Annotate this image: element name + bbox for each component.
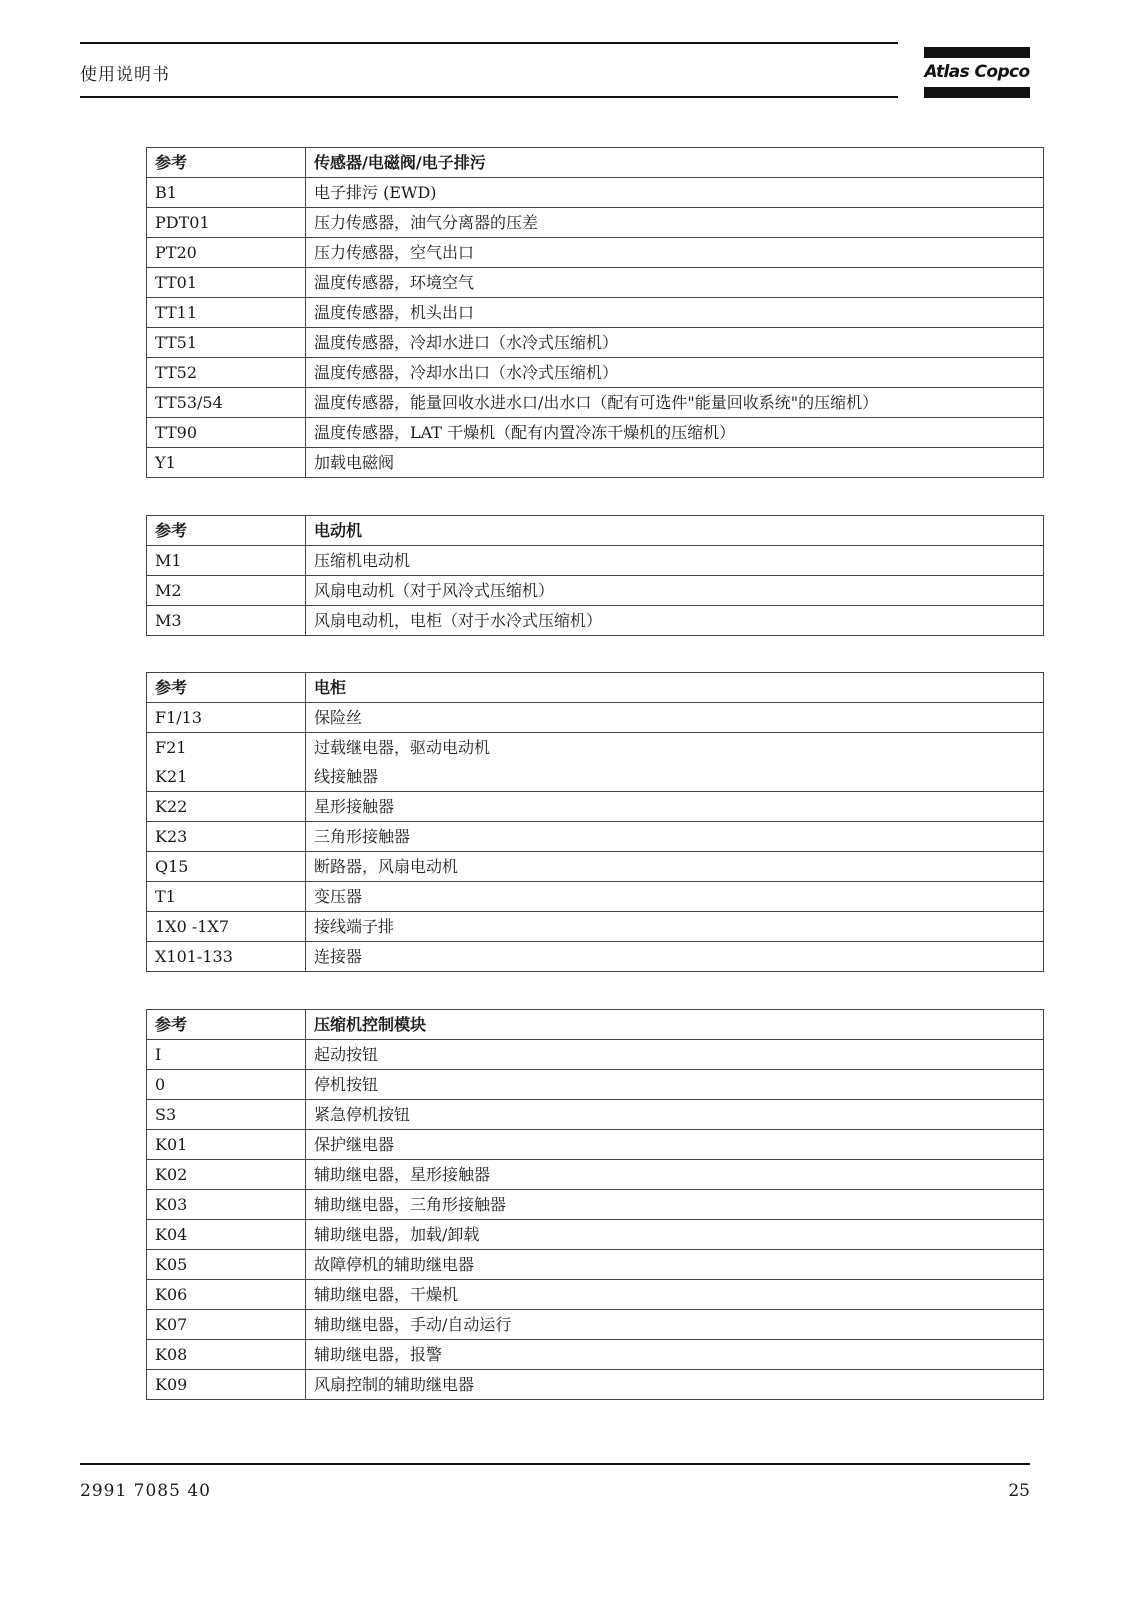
ref-cell: T1: [147, 882, 306, 912]
atlas-copco-logo: [924, 47, 1030, 99]
desc-cell: 温度传感器，能量回收水进水口/出水口（配有可选件"能量回收系统"的压缩机）: [306, 388, 1044, 418]
ref-cell: 1X0 -1X7: [147, 912, 306, 942]
ref-cell: Q15: [147, 852, 306, 882]
ref-cell: K23: [147, 822, 306, 852]
table-row: [147, 546, 1044, 576]
desc-cell: 保护继电器: [306, 1130, 1044, 1160]
table-header-row: [147, 1010, 1044, 1040]
ref-cell: PDT01: [147, 208, 306, 238]
ref-cell: K09: [147, 1370, 306, 1400]
table-row: [147, 1250, 1044, 1280]
ref-cell: K02: [147, 1160, 306, 1190]
table-row: [147, 1160, 1044, 1190]
desc-cell: 变压器: [306, 882, 1044, 912]
ref-cell: M1: [147, 546, 306, 576]
header-desc: 电动机: [306, 516, 1044, 546]
ref-cell: K22: [147, 792, 306, 822]
header-ref: 参考: [147, 673, 306, 703]
table-row: [147, 1370, 1044, 1400]
desc-cell: 过载继电器，驱动电动机: [306, 733, 1044, 763]
logo-bottom-bar: [924, 87, 1030, 98]
table-row: [147, 703, 1044, 733]
table-row: [147, 1190, 1044, 1220]
table-row: [147, 852, 1044, 882]
header-ref: 参考: [147, 516, 306, 546]
ref-cell: K05: [147, 1250, 306, 1280]
table-row: [147, 208, 1044, 238]
table-row: [147, 418, 1044, 448]
table-row: [147, 328, 1044, 358]
ref-cell: TT53/54: [147, 388, 306, 418]
header-top-rule: [80, 42, 898, 44]
ref-cell: M3: [147, 606, 306, 636]
document-title: 使用说明书: [80, 65, 170, 85]
logo-text: Atlas Copco: [924, 62, 1030, 82]
ref-cell: K03: [147, 1190, 306, 1220]
ref-cell: K04: [147, 1220, 306, 1250]
desc-cell: 星形接触器: [306, 792, 1044, 822]
desc-cell: 接线端子排: [306, 912, 1044, 942]
table-row: [147, 268, 1044, 298]
table-row: [147, 238, 1044, 268]
desc-cell: 辅助继电器，星形接触器: [306, 1160, 1044, 1190]
ref-cell: K07: [147, 1310, 306, 1340]
desc-cell: 辅助继电器，加载/卸载: [306, 1220, 1044, 1250]
table-header-row: [147, 516, 1044, 546]
table-row: [147, 178, 1044, 208]
table-row: [147, 792, 1044, 822]
desc-cell: 故障停机的辅助继电器: [306, 1250, 1044, 1280]
desc-cell: 起动按钮: [306, 1040, 1044, 1070]
table-row: [147, 733, 1044, 763]
ref-cell: TT01: [147, 268, 306, 298]
table-motors: [146, 515, 1044, 636]
desc-cell: 温度传感器，机头出口: [306, 298, 1044, 328]
ref-cell: TT51: [147, 328, 306, 358]
table-row: [147, 1220, 1044, 1250]
table-row: [147, 1310, 1044, 1340]
desc-cell: 三角形接触器: [306, 822, 1044, 852]
ref-cell: B1: [147, 178, 306, 208]
table-control-module: [146, 1009, 1044, 1400]
desc-cell: 温度传感器，冷却水出口（水冷式压缩机）: [306, 358, 1044, 388]
table-row: [147, 298, 1044, 328]
table-row: [147, 1340, 1044, 1370]
header-desc: 压缩机控制模块: [306, 1010, 1044, 1040]
table-row: [147, 388, 1044, 418]
logo-top-bar: [924, 47, 1030, 58]
desc-cell: 温度传感器，环境空气: [306, 268, 1044, 298]
ref-cell: K06: [147, 1280, 306, 1310]
footer-rule: [80, 1463, 1030, 1465]
table-row: [147, 882, 1044, 912]
desc-cell: 风扇控制的辅助继电器: [306, 1370, 1044, 1400]
ref-cell: M2: [147, 576, 306, 606]
ref-cell: Y1: [147, 448, 306, 478]
ref-cell: PT20: [147, 238, 306, 268]
desc-cell: 断路器，风扇电动机: [306, 852, 1044, 882]
desc-cell: 辅助继电器，干燥机: [306, 1280, 1044, 1310]
header-ref: 参考: [147, 1010, 306, 1040]
ref-cell: 0: [147, 1070, 306, 1100]
desc-cell: 线接触器: [306, 762, 1044, 792]
desc-cell: 温度传感器，冷却水进口（水冷式压缩机）: [306, 328, 1044, 358]
ref-cell: TT11: [147, 298, 306, 328]
desc-cell: 风扇电动机，电柜（对于水冷式压缩机）: [306, 606, 1044, 636]
ref-cell: K21: [147, 762, 306, 792]
table-sensors: [146, 147, 1044, 478]
ref-cell: X101-133: [147, 942, 306, 972]
ref-cell: F21: [147, 733, 306, 763]
header-desc: 电柜: [306, 673, 1044, 703]
table-row: [147, 1070, 1044, 1100]
table-header-row: [147, 673, 1044, 703]
table-row: [147, 448, 1044, 478]
ref-cell: TT52: [147, 358, 306, 388]
table-header-row: [147, 148, 1044, 178]
ref-cell: K08: [147, 1340, 306, 1370]
desc-cell: 压力传感器，油气分离器的压差: [306, 208, 1044, 238]
desc-cell: 加载电磁阀: [306, 448, 1044, 478]
desc-cell: 保险丝: [306, 703, 1044, 733]
table-row: [147, 606, 1044, 636]
page-number: 25: [1008, 1481, 1030, 1501]
desc-cell: 电子排污 (EWD): [306, 178, 1044, 208]
desc-cell: 停机按钮: [306, 1070, 1044, 1100]
ref-cell: S3: [147, 1100, 306, 1130]
desc-cell: 压缩机电动机: [306, 546, 1044, 576]
desc-cell: 温度传感器，LAT 干燥机（配有内置冷冻干燥机的压缩机）: [306, 418, 1044, 448]
table-row: [147, 1040, 1044, 1070]
table-row: [147, 762, 1044, 792]
table-row: [147, 1130, 1044, 1160]
document-number: 2991 7085 40: [80, 1481, 211, 1501]
table-cabinet: [146, 672, 1044, 972]
table-row: [147, 942, 1044, 972]
table-row: [147, 576, 1044, 606]
table-row: [147, 822, 1044, 852]
table-row: [147, 1100, 1044, 1130]
desc-cell: 风扇电动机（对于风冷式压缩机）: [306, 576, 1044, 606]
desc-cell: 连接器: [306, 942, 1044, 972]
table-row: [147, 912, 1044, 942]
desc-cell: 压力传感器，空气出口: [306, 238, 1044, 268]
header-bottom-rule: [80, 96, 898, 98]
table-row: [147, 1280, 1044, 1310]
desc-cell: 辅助继电器，手动/自动运行: [306, 1310, 1044, 1340]
ref-cell: K01: [147, 1130, 306, 1160]
desc-cell: 辅助继电器，报警: [306, 1340, 1044, 1370]
ref-cell: F1/13: [147, 703, 306, 733]
ref-cell: I: [147, 1040, 306, 1070]
desc-cell: 辅助继电器，三角形接触器: [306, 1190, 1044, 1220]
ref-cell: TT90: [147, 418, 306, 448]
desc-cell: 紧急停机按钮: [306, 1100, 1044, 1130]
header-ref: 参考: [147, 148, 306, 178]
header-desc: 传感器/电磁阀/电子排污: [306, 148, 1044, 178]
table-row: [147, 358, 1044, 388]
